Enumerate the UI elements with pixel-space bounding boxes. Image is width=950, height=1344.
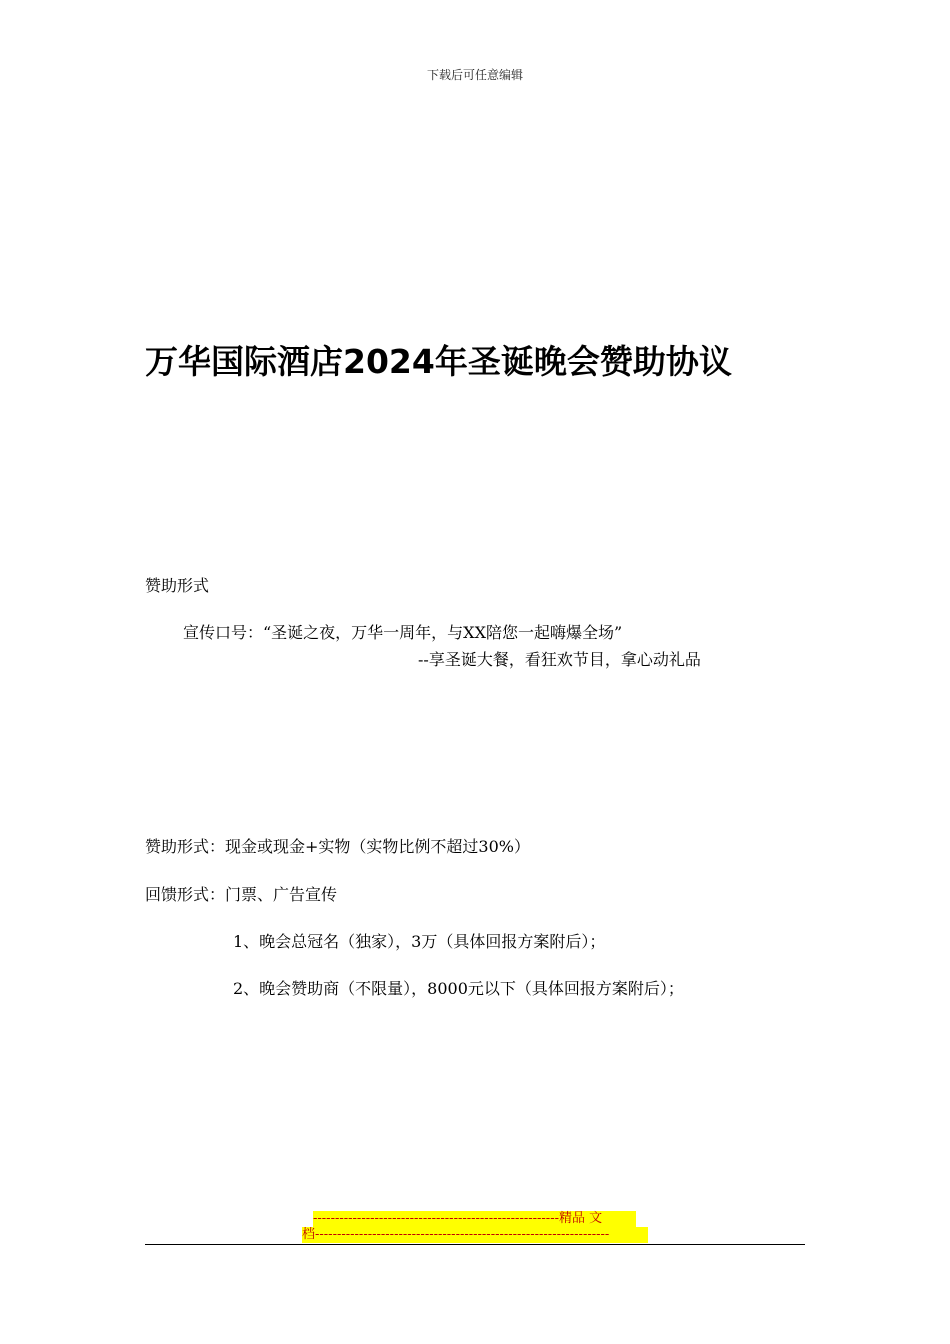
header-note: 下载后可任意编辑 — [426, 68, 523, 82]
slogan-subtext: --享圣诞大餐，看狂欢节目，拿心动礼品 — [418, 650, 701, 669]
footer-highlight-line2: 档------------------------------------------------------------------- — [302, 1227, 648, 1243]
feedback-form-text: 回馈形式：门票、广告宣传 — [145, 885, 338, 904]
document-title: 万华国际酒店2024年圣诞晚会赞助协议 — [145, 342, 732, 381]
list-item: 2、晚会赞助商（不限量），8000元以下（具体回报方案附后）； — [233, 979, 684, 998]
slogan-text: 宣传口号：“圣诞之夜，万华一周年，与XX陪您一起嗨爆全场” — [183, 623, 623, 642]
footer-divider — [145, 1244, 805, 1245]
section-heading-sponsorship: 赞助形式 — [145, 576, 210, 595]
footer-highlight-line1: --------------------------------------------------------精品 文 — [313, 1211, 636, 1227]
sponsorship-form-text: 赞助形式：现金或现金+实物（实物比例不超过30%） — [145, 837, 530, 856]
list-item: 1、晚会总冠名（独家），3万（具体回报方案附后）； — [233, 932, 606, 951]
